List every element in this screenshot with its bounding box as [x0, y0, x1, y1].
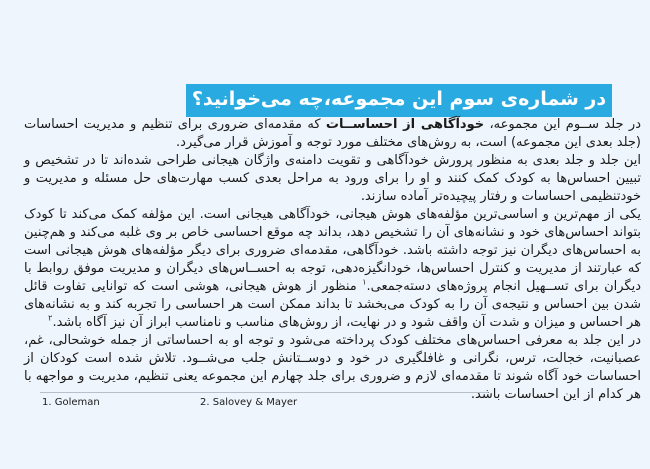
p1-lead: در جلد ســوم این مجموعه، [484, 117, 641, 132]
footnote-1: 1. Goleman [42, 397, 100, 408]
p1-rest: که مقدمه‌ای ضروری برای تنظیم و مدیریت احساسات (جلد بعدی این مجموعه) است، به روش‌های مختلف مورد توجه و آموزش قرار می‌گیرد. [24, 117, 641, 150]
section-title-bar [186, 84, 612, 117]
p1-bold-phrase: خودآگاهی از احساســات [325, 117, 485, 132]
p3-part2: منظور از هوش هیجانی، هوشی است که توانایی تفاوت قائل شدن بین احساس و نتیجه‌ی آن را به کودک می‌بخشد تا بداند ممکن است هر احساسی را تجربه کند و به نشانه‌های هر احساس و میزان و شدت آن واقف شود و در نهایت، از روش‌های مناسب و نامناسب ابراز آن نیز آگاه باشد. [24, 279, 641, 330]
paragraph-2: این جلد و جلد بعدی به منظور پرورش خودآگاهی و تقویت دامنه‌ی واژگان هیجانی طراحی شده‌اند تا در تشخیص و تبیین احساس‌ها به کودک کمک کنند و او را برای ورود به مراحل بعدی کسب مهارت‌های حل مسئله و مدیریت و خودتنظیمی احساسات و رفتار پیچیده‌تر آماده سازند. [24, 153, 641, 204]
paragraph-1 [24, 116, 641, 152]
footnote-2: 2. Salovey & Mayer [200, 397, 298, 408]
paragraph-4: در این جلد به معرفی احساس‌های مختلف کودک پرداخته می‌شود و توجه او به احساساتی از جمله خوشحالی، غم، عصبانیت، خجالت، ترس، نگرانی و غافلگیری در خود و دوســتانش جلب می‌شــود. تلاش شده است کودکان از احساسات خود آگاه شوند تا مقدمه‌ای لازم و ضروری برای جلد چهارم این مجموعه یعنی تنظیم، مدیریت و مواجهه با هر کدام از این احساسات باشد. [24, 333, 641, 402]
footnote-divider [40, 392, 488, 393]
section-title: در شماره‌ی سوم این مجموعه،چه می‌خوانید؟ [191, 88, 607, 110]
p3-part1: یکی از مهم‌ترین و اساسی‌ترین مؤلفه‌های هوش هیجانی، خودآگاهی هیجانی است. این مؤلفه کمک می‌کند تا کودک بتواند احساس‌های خود و نشانه‌های آن را تشخیص دهد، بداند چه موقع احساسی خاص بر وی غلبه می‌کند و هم‌چنین به احساس‌های دیگران نیز توجه داشته باشد. خودآگاهی، مقدمه‌ای ضروری برای دیگر مؤلفه‌های هوش هیجانی است که عبارتند از مدیریت و کنترل احساس‌ها، خودانگیزه‌دهی، توجه به احســاس‌های دیگران و مدیریت موفق روابط با دیگران برای تســهیل انجام پروژه‌های دسته‌جمعی. [24, 207, 641, 294]
paragraph-3 [24, 206, 641, 332]
footnote-marker-1: ۱ [362, 277, 367, 287]
body-text [24, 116, 641, 404]
footnote-marker-2: ۲ [48, 313, 53, 323]
